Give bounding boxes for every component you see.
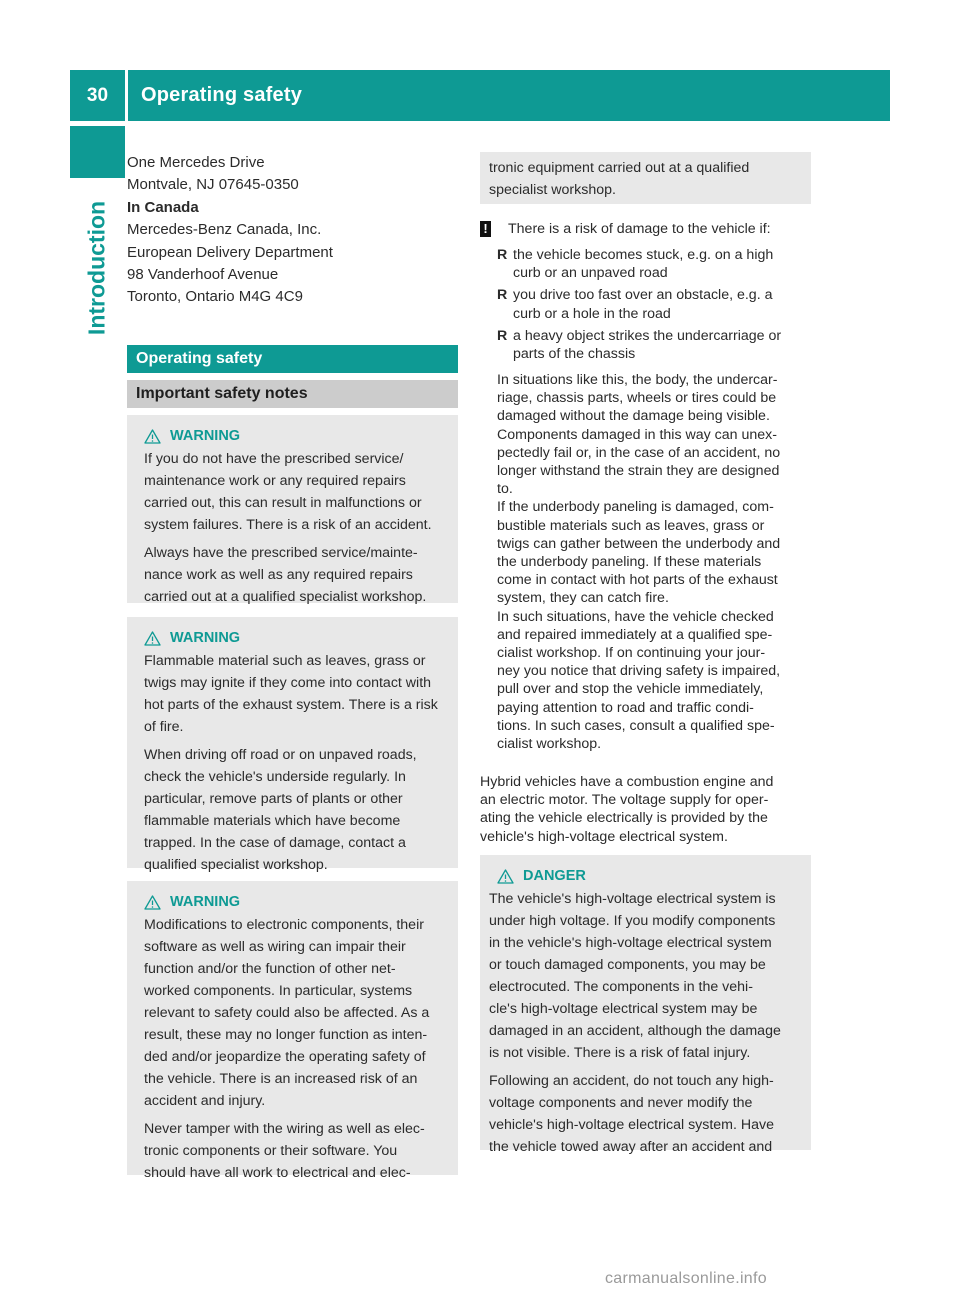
warning-triangle-icon xyxy=(497,869,514,884)
warning-text: tronic components or their software. You xyxy=(144,1143,398,1159)
danger-text: damaged in an accident, although the damage xyxy=(489,1023,781,1039)
warning-text: of fire. xyxy=(144,719,184,735)
warning-text: When driving off road or on unpaved roads, xyxy=(144,747,417,763)
page-number: 30 xyxy=(86,84,109,106)
notice-body: In situations like this, the body, the undercar- riage, chassis parts, wheels or tires could be damaged without the damage being visible. Components damaged in this way can unex- pectedly fail or, in the case of an accident, no longer withstand the strain they are designed to. If the underbody paneling is damaged, com- bustible materials such as leaves, grass or twigs can gather between the underbody and the underbody paneling. If these materials come in contact with hot parts of the exhaust system, they can catch fire. In such situations, have the vehicle checked and repaired immediately at a qualified spe- cialist workshop. If on continuing your jour- ney you notice that driving safety is impaired, pull over and stop the vehicle immediately, paying attention to road and traffic condi- tions. In such cases, consult a qualified spe- cialist workshop. xyxy=(497,372,781,753)
danger-text: the vehicle towed away after an accident and xyxy=(489,1139,773,1155)
list-item: R the vehicle becomes stuck, e.g. on a high curb or an unpaved road xyxy=(497,247,774,282)
warning-text: should have all work to electrical and elec- xyxy=(144,1165,411,1181)
danger-text: electrocuted. The components in the vehi- xyxy=(489,979,753,995)
bullet-icon: R xyxy=(497,247,508,263)
warning-text: Modifications to electronic components, their xyxy=(144,917,424,933)
bullet-icon: R xyxy=(497,287,508,304)
warning-text: flammable materials which have become xyxy=(144,813,401,829)
warning-text: Never tamper with the wiring as well as elec- xyxy=(144,1121,425,1137)
warning-text: qualified specialist workshop. xyxy=(144,857,328,873)
warning-box xyxy=(127,617,458,873)
warning-text: system failures. There is a risk of an accident. xyxy=(144,517,432,533)
warning-box xyxy=(127,415,458,603)
danger-text: vehicle's high-voltage electrical system. Have xyxy=(489,1117,775,1133)
warning-box-continued xyxy=(480,152,811,204)
danger-text: or touch damaged components, you may be xyxy=(489,957,766,973)
list-item: R a heavy object strikes the undercarriage or parts of the chassis xyxy=(497,327,782,363)
warning-text: tronic equipment carried out at a qualified xyxy=(489,160,750,176)
warning-text: particular, remove parts of plants or other xyxy=(144,791,403,807)
warning-box xyxy=(127,881,458,1181)
side-tab-marker xyxy=(70,126,125,178)
bullet-icon: R xyxy=(497,327,508,344)
address-line: European Delivery Department xyxy=(127,243,333,261)
exclamation-icon: ! xyxy=(480,221,491,237)
header-divider xyxy=(125,70,128,121)
warning-text: ded and/or jeopardize the operating safety of xyxy=(144,1049,426,1065)
warning-triangle-icon xyxy=(144,429,161,444)
address-line: One Mercedes Drive xyxy=(127,154,265,171)
warning-text: carried out, this can result in malfunctions or xyxy=(144,495,422,511)
address-line: 98 Vanderhoof Avenue xyxy=(127,266,279,284)
warning-triangle-icon xyxy=(144,895,161,910)
address-line: Toronto, Ontario M4G 4C9 xyxy=(127,288,303,306)
warning-text: maintenance work or any required repairs xyxy=(144,473,406,489)
warning-text: check the vehicle's underside regularly. In xyxy=(144,769,406,785)
warning-text: the vehicle. There is an increased risk of an xyxy=(144,1071,418,1087)
hybrid-paragraph: Hybrid vehicles have a combustion engine and an electric motor. The voltage supply for oper- ating the vehicle electrically is provided by the vehicle's high-voltage electrical system. xyxy=(480,774,774,845)
side-tab-label: Introduction xyxy=(83,200,110,336)
warning-title: WARNING xyxy=(170,630,241,646)
warning-title: WARNING xyxy=(170,428,241,444)
danger-title: DANGER xyxy=(523,868,586,884)
watermark: carmanualsonline.info xyxy=(605,1270,767,1287)
address-line: Montvale, NJ 07645-0350 xyxy=(127,176,299,194)
warning-text: carried out at a qualified specialist workshop. xyxy=(144,589,427,605)
danger-text: Following an accident, do not touch any high- xyxy=(489,1073,774,1089)
danger-text: cle's high-voltage electrical system may be xyxy=(489,1001,758,1017)
notice-bullets xyxy=(497,246,813,363)
warning-text: trapped. In the case of damage, contact a xyxy=(144,835,406,851)
page-title: Operating safety xyxy=(141,84,303,106)
danger-text: voltage components and never modify the xyxy=(489,1095,753,1111)
warning-text: software as well as wiring can impair their xyxy=(144,939,406,955)
address-block xyxy=(127,152,458,309)
address-line: Mercedes-Benz Canada, Inc. xyxy=(127,221,322,239)
notice-heading: There is a risk of damage to the vehicle if: xyxy=(508,221,771,237)
danger-text: is not visible. There is a risk of fatal injury. xyxy=(489,1045,751,1061)
warning-title: WARNING xyxy=(170,894,241,910)
danger-text: The vehicle's high-voltage electrical system is xyxy=(489,891,776,907)
warning-text: twigs may ignite if they come into contact with xyxy=(144,675,432,691)
warning-text: result, these may no longer function as inten- xyxy=(144,1027,428,1043)
list-item: R you drive too fast over an obstacle, e.g. a curb or a hole in the road xyxy=(497,287,773,322)
warning-text: specialist workshop. xyxy=(489,182,616,198)
warning-text: nance work as well as any required repairs xyxy=(144,567,413,583)
warning-triangle-icon xyxy=(144,631,161,646)
danger-text: in the vehicle's high-voltage electrical system xyxy=(489,935,772,951)
warning-text: Flammable material such as leaves, grass or xyxy=(144,653,426,669)
warning-text: worked components. In particular, systems xyxy=(144,983,413,999)
warning-text: If you do not have the prescribed service/ xyxy=(144,451,404,467)
warning-text: relevant to safety could also be affected. As a xyxy=(144,1005,430,1021)
section-heading: Operating safety xyxy=(127,345,458,373)
address-heading: In Canada xyxy=(127,198,199,216)
warning-text: Always have the prescribed service/mainte- xyxy=(144,545,418,561)
warning-text: accident and injury. xyxy=(144,1093,266,1109)
danger-text: under high voltage. If you modify components xyxy=(489,913,776,929)
warning-text: function and/or the function of other net- xyxy=(144,961,396,977)
danger-box xyxy=(480,855,811,1155)
warning-text: hot parts of the exhaust system. There is a risk xyxy=(144,697,438,713)
subsection-heading: Important safety notes xyxy=(127,380,458,408)
